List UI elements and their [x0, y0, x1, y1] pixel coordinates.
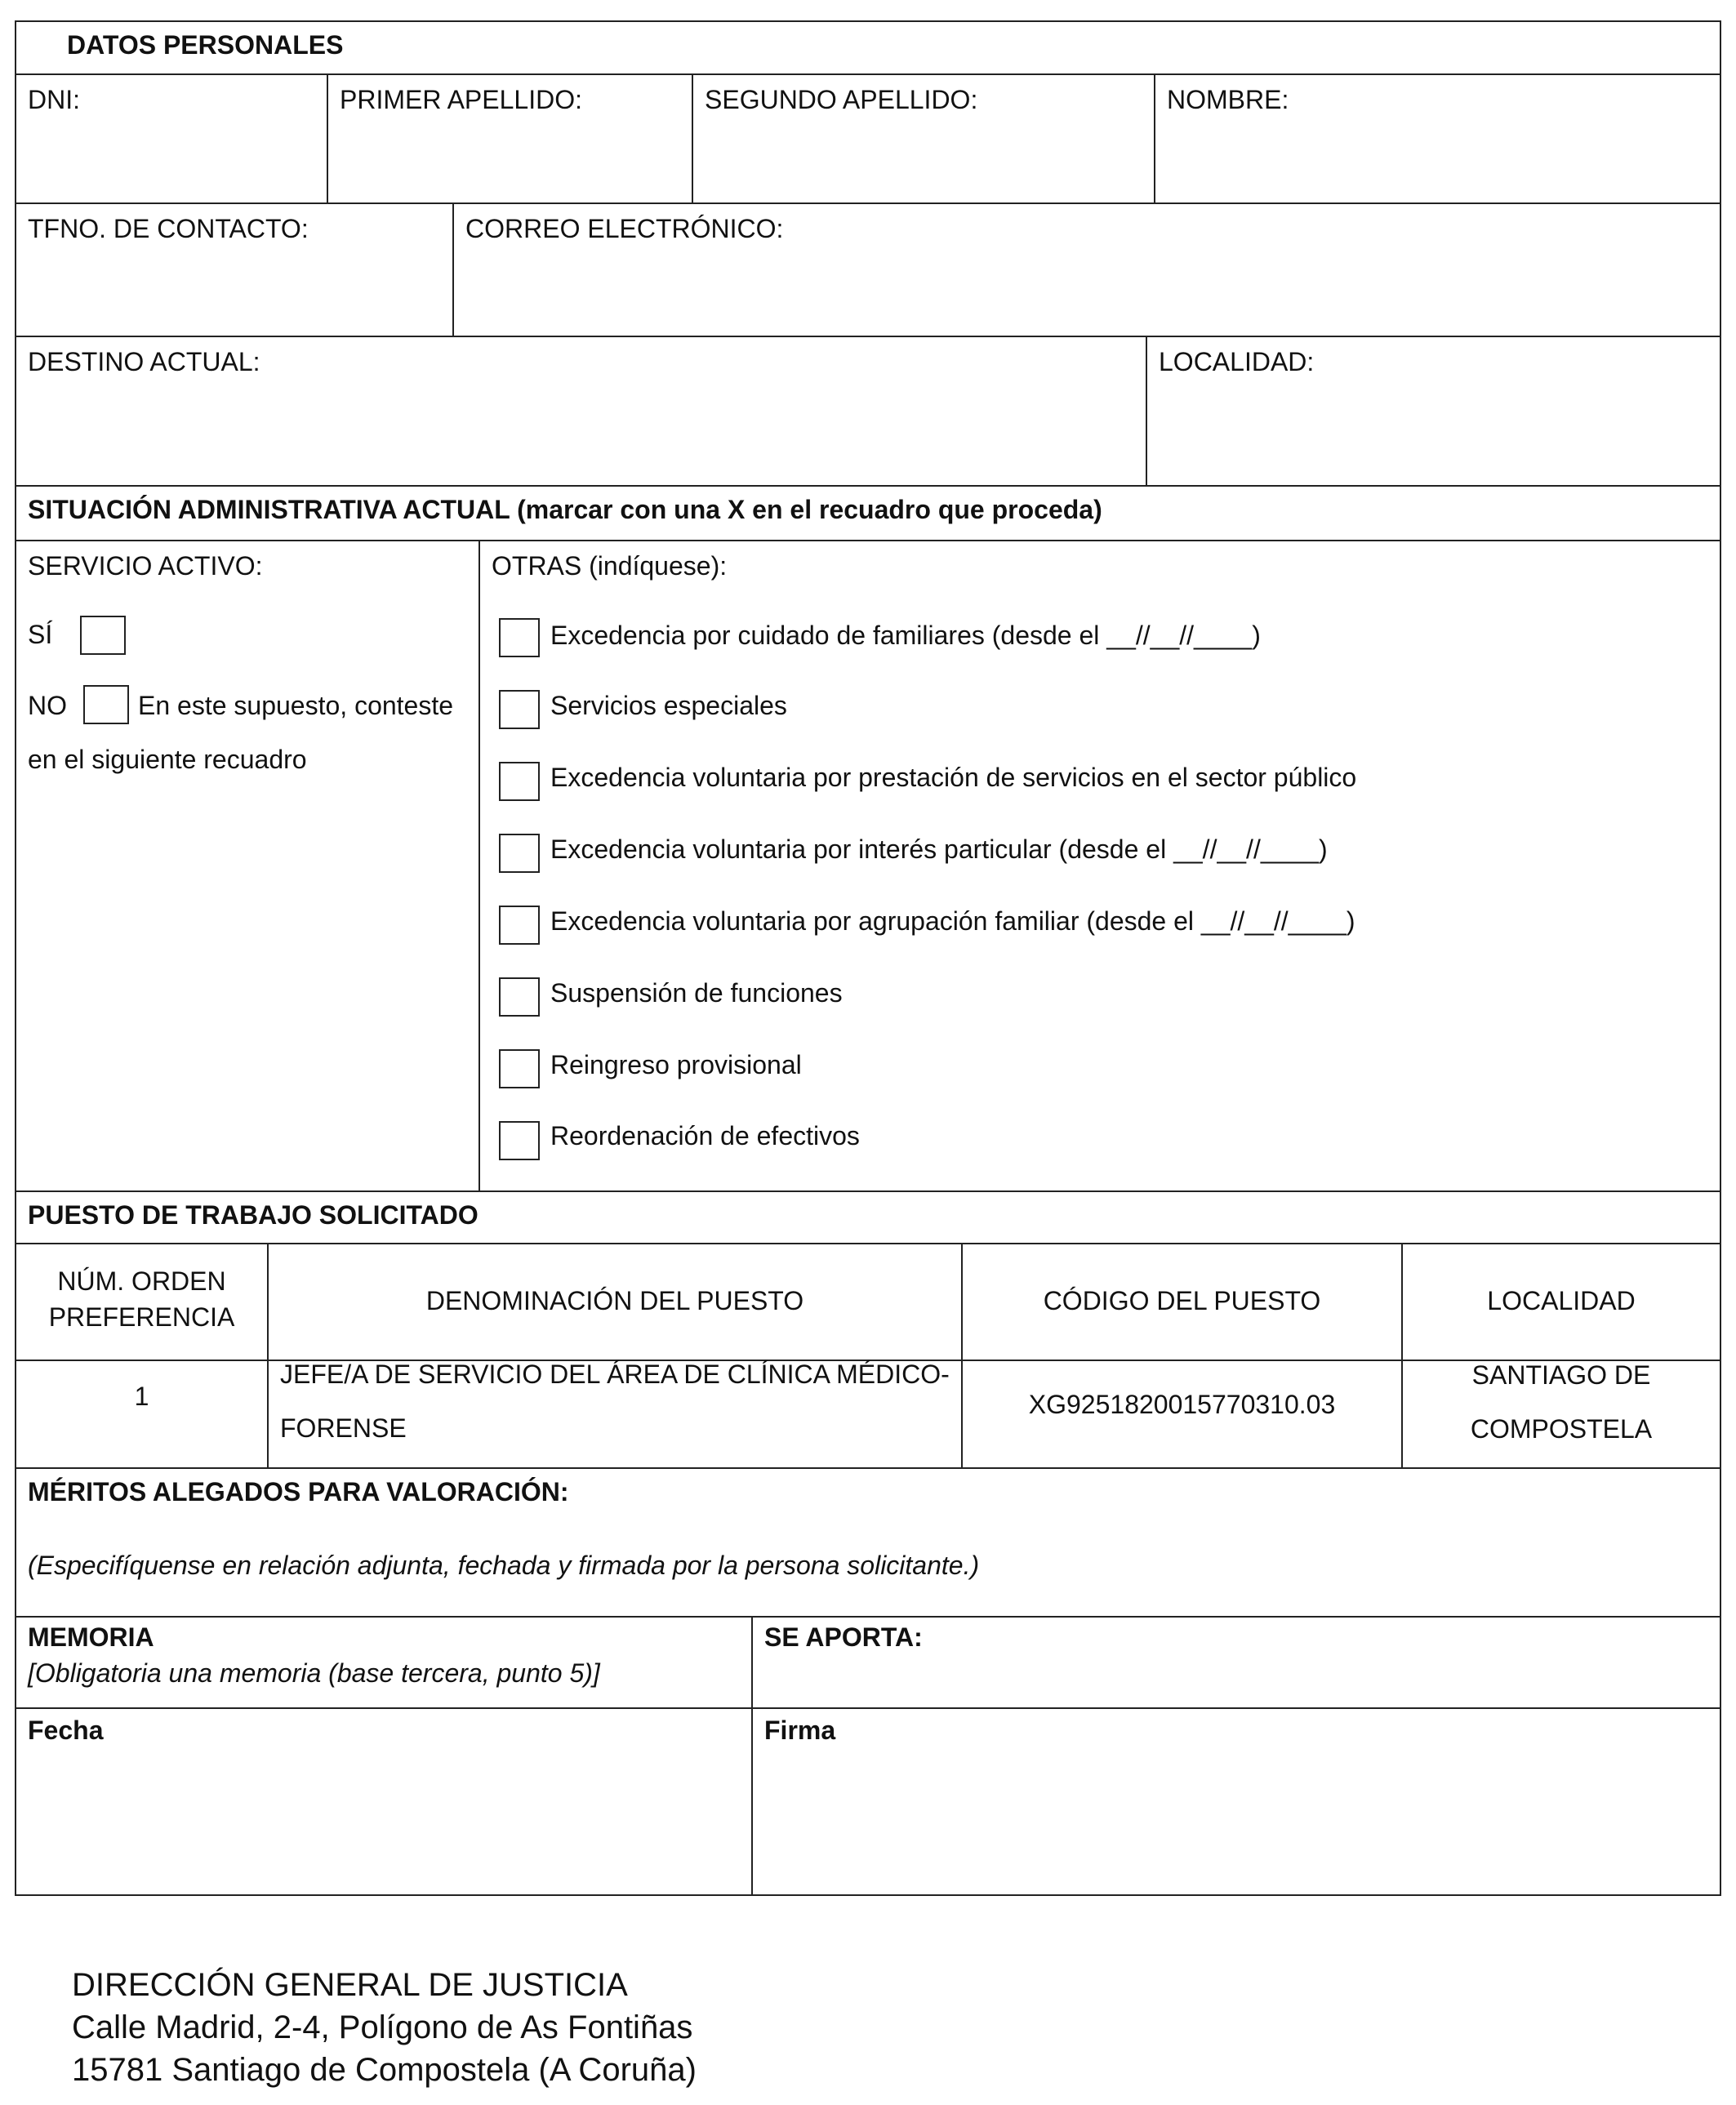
cell-denominacion [267, 1361, 961, 1467]
correo-field[interactable] [452, 204, 1720, 336]
segundo-apellido-label: SEGUNDO APELLIDO: [705, 85, 978, 114]
header-codigo [961, 1244, 1401, 1360]
option-checkbox[interactable] [499, 1121, 540, 1160]
option-checkbox[interactable] [499, 834, 540, 873]
orden-value: 1 [134, 1382, 149, 1411]
nombre-field[interactable] [1154, 75, 1720, 202]
option-checkbox[interactable] [499, 690, 540, 729]
puesto-table-header [16, 1243, 1720, 1360]
servicio-activo-cell [16, 541, 479, 1190]
memoria-note: [Obligatoria una memoria (base tercera, punto 5)] [28, 1658, 600, 1688]
destino-field[interactable] [16, 337, 1146, 485]
address-line-3: 15781 Santiago de Compostela (A Coruña) [72, 2052, 697, 2088]
correo-label: CORREO ELECTRÓNICO: [465, 214, 784, 243]
section-header-puesto [16, 1190, 1720, 1243]
no-note: En este supuesto, conteste [138, 691, 454, 720]
option-label: Excedencia voluntaria por agrupación familiar (desde el __//__//____) [550, 906, 1355, 936]
option-label: Reordenación de efectivos [550, 1121, 860, 1150]
table-row [16, 1360, 1720, 1467]
option-checkbox[interactable] [499, 618, 540, 657]
option-label: Excedencia voluntaria por prestación de servicios en el sector público [550, 763, 1357, 792]
primer-apellido-label: PRIMER APELLIDO: [340, 85, 582, 114]
option-label: Reingreso provisional [550, 1050, 802, 1079]
section-header-datos-personales [16, 22, 1720, 73]
firma-label: Firma [764, 1716, 836, 1745]
meritos-title: MÉRITOS ALEGADOS PARA VALORACIÓN: [28, 1477, 569, 1506]
application-form [15, 20, 1721, 1896]
section-title: PUESTO DE TRABAJO SOLICITADO [28, 1200, 479, 1230]
row-meritos[interactable] [16, 1467, 1720, 1616]
telefono-field[interactable] [16, 204, 452, 336]
no-label: NO [28, 691, 67, 720]
row-firma [16, 1707, 1720, 1894]
localidad-line2: COMPOSTELA [1470, 1414, 1653, 1444]
no-note-continued: en el siguiente recuadro [28, 745, 307, 774]
otras-cell [479, 541, 1720, 1190]
section-title: SITUACIÓN ADMINISTRATIVA ACTUAL (marcar con una X en el recuadro que proceda) [28, 495, 1102, 524]
header-denominacion-label: DENOMINACIÓN DEL PUESTO [425, 1286, 804, 1315]
option-label: Excedencia por cuidado de familiares (desde el __//__//____) [550, 621, 1261, 650]
codigo-value: XG9251820015770310.03 [1028, 1390, 1336, 1419]
telefono-label: TFNO. DE CONTACTO: [28, 214, 309, 243]
row-memoria [16, 1616, 1720, 1707]
memoria-cell [16, 1618, 751, 1707]
fecha-field[interactable] [16, 1709, 751, 1894]
option-checkbox[interactable] [499, 906, 540, 945]
address-line-2: Calle Madrid, 2-4, Polígono de As Fontiñas [72, 2009, 693, 2045]
segundo-apellido-field[interactable] [692, 75, 1154, 202]
option-checkbox[interactable] [499, 1049, 540, 1088]
firma-field[interactable] [751, 1709, 1720, 1894]
localidad-field[interactable] [1146, 337, 1720, 485]
meritos-note: (Especifíquense en relación adjunta, fechada y firmada por la persona solicitante.) [28, 1551, 980, 1580]
otras-label: OTRAS (indíquese): [492, 551, 728, 581]
option-label: Servicios especiales [550, 691, 787, 720]
row-situacion [16, 540, 1720, 1190]
no-checkbox[interactable] [83, 685, 129, 724]
localidad-label: LOCALIDAD: [1159, 347, 1315, 376]
servicio-activo-label: SERVICIO ACTIVO: [28, 551, 263, 581]
cell-localidad [1401, 1361, 1720, 1467]
nombre-label: NOMBRE: [1167, 85, 1289, 114]
section-header-situacion [16, 485, 1720, 540]
denominacion-line2: FORENSE [280, 1413, 407, 1443]
localidad-line1: SANTIAGO DE [1471, 1360, 1651, 1390]
memoria-title: MEMORIA [28, 1622, 154, 1652]
option-label: Excedencia voluntaria por interés particular (desde el __//__//____) [550, 834, 1328, 864]
header-denominacion [267, 1244, 961, 1360]
row-contact [16, 202, 1720, 336]
cell-orden [16, 1361, 267, 1467]
header-orden-line2: PREFERENCIA [48, 1302, 235, 1332]
header-localidad-label: LOCALIDAD [1487, 1286, 1636, 1315]
si-label: SÍ [28, 620, 53, 649]
header-localidad [1401, 1244, 1720, 1360]
dni-field[interactable] [16, 75, 327, 202]
option-checkbox[interactable] [499, 762, 540, 801]
se-aporta-field[interactable] [751, 1618, 1720, 1707]
row-destino [16, 336, 1720, 485]
section-title: DATOS PERSONALES [67, 30, 344, 60]
se-aporta-label: SE APORTA: [764, 1622, 923, 1652]
si-checkbox[interactable] [80, 616, 126, 655]
destino-label: DESTINO ACTUAL: [28, 347, 260, 376]
address-line-1: DIRECCIÓN GENERAL DE JUSTICIA [72, 1967, 628, 2003]
header-codigo-label: CÓDIGO DEL PUESTO [1043, 1286, 1321, 1315]
primer-apellido-field[interactable] [327, 75, 692, 202]
dni-label: DNI: [28, 85, 80, 114]
address-block [72, 1964, 697, 2091]
fecha-label: Fecha [28, 1716, 104, 1745]
row-identity [16, 73, 1720, 202]
option-label: Suspensión de funciones [550, 978, 843, 1008]
denominacion-line1: JEFE/A DE SERVICIO DEL ÁREA DE CLÍNICA MÉDICO- [280, 1360, 950, 1389]
option-checkbox[interactable] [499, 977, 540, 1017]
cell-codigo [961, 1361, 1401, 1467]
header-orden-line1: NÚM. ORDEN [57, 1266, 226, 1296]
header-orden [16, 1244, 267, 1360]
